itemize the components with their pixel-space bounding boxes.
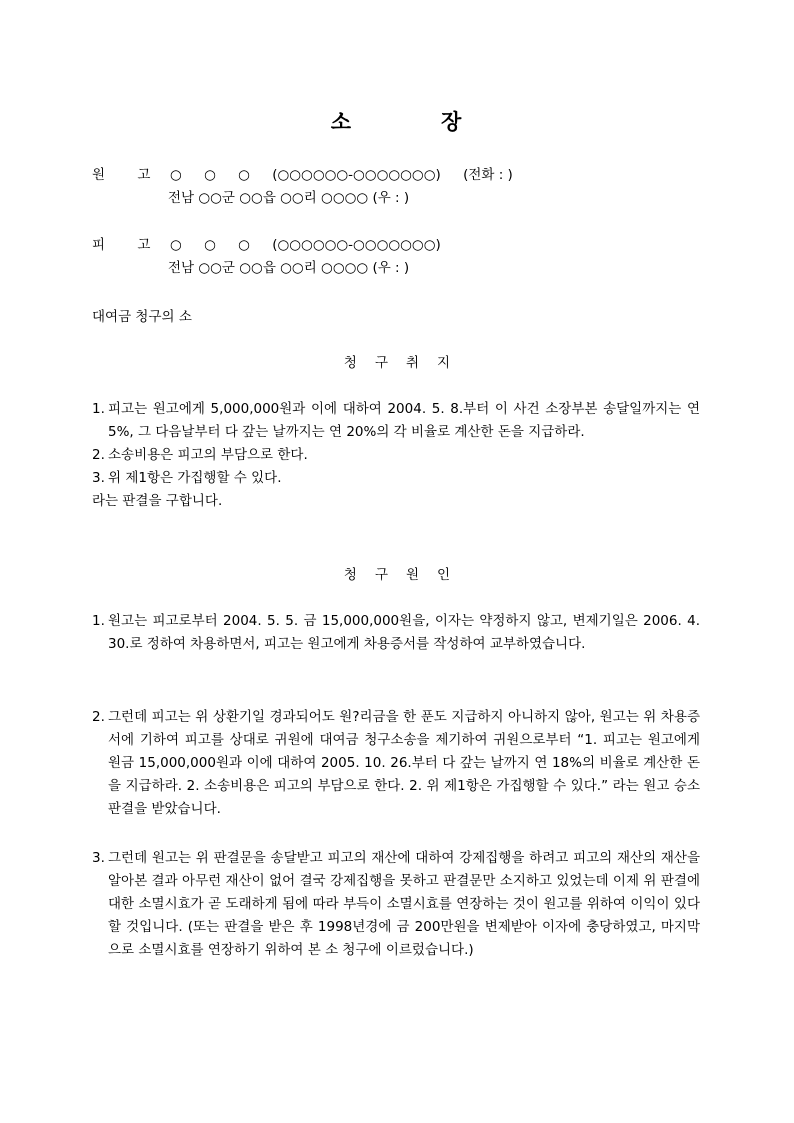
item-number: 2.: [92, 709, 105, 725]
claim-purpose-list: [92, 398, 700, 513]
claim-purpose-item-1: [92, 398, 700, 444]
case-name: 대여금 청구의 소: [92, 309, 192, 325]
item-text: 피고는 원고에게 5,000,000원과 이에 대하여 2004. 5. 8.부터 이 사건 소장부본 송달일까지는 연 5%, 그 다음날부터 다 갚는 날까지는 연 20%의 각 비율로 계산한 돈을 지급하라.: [108, 401, 700, 440]
item-number: 1.: [92, 401, 105, 417]
item-text: 그런데 피고는 위 상환기일 경과되어도 원?리금을 한 푼도 지급하지 아니하지 않아, 원고는 위 차용증서에 기하여 피고를 상대로 귀원에 대여금 청구소송을 제기하여 귀원으로부터 “1. 피고는 원고에게 원금 15,000,000원과 이에 대하여 2005. 10. 26.부터 다 갚는 날까지 연 18%의 비율로 계산한 돈을 지급하라. 2. 소송비용은 피고의 부담으로 한다. 2. 위 제1항은 가집행할 수 있다.” 라는 원고 승소 판결을 받았습니다.: [108, 709, 700, 817]
plaintiff-block: [92, 169, 732, 214]
item-number: 2.: [92, 447, 105, 463]
plaintiff-address: 전남 ○○군 ○○읍 ○○리 ○○○○ (우 : ): [168, 190, 410, 206]
claim-cause-list-2: [92, 706, 700, 821]
claim-cause-item-1: [92, 610, 700, 656]
claim-cause-list-3: [92, 847, 700, 962]
defendant-label: 피 고: [92, 237, 165, 253]
claim-purpose-heading: 청구취지: [343, 355, 469, 371]
claim-purpose-item-3: [92, 467, 700, 490]
document-title: [0, 112, 794, 133]
plaintiff-name-line: [170, 169, 513, 183]
defendant-block: [92, 239, 732, 284]
title-char-1: 소: [330, 110, 353, 134]
defendant-name-line: ○ ○ ○ (○○○○○○-○○○○○○○): [170, 237, 441, 253]
plaintiff-name-id: ○ ○ ○ (○○○○○○-○○○○○○○): [170, 167, 441, 183]
item-number: 1.: [92, 613, 105, 629]
claim-cause-list: [92, 610, 700, 656]
title-char-2: 장: [441, 110, 464, 134]
item-text: 그런데 원고는 위 판결문을 송달받고 피고의 재산에 대하여 강제집행을 하려고 피고의 재산의 재산을 알아본 결과 아무런 재산이 없어 결국 강제집행을 못하고 판결문만 소지하고 있었는데 이제 위 판결에 대한 소멸시효가 곧 도래하게 됨에 따라 부득이 소멸시효를 연장하는 것이 원고를 위하여 이익이 있다 할 것입니다. (또는 판결을 받은 후 1998년경에 금 200만원을 변제받아 이자에 충당하였고, 마지막으로 소멸시효를 연장하기 위하여 본 소 청구에 이르렀습니다.): [108, 850, 700, 958]
claim-cause-heading: 청구원인: [343, 567, 469, 583]
plaintiff-label: 원 고: [92, 167, 165, 183]
item-text: 소송비용은 피고의 부담으로 한다.: [108, 447, 308, 463]
claim-cause-item-2: [92, 706, 700, 821]
item-number: 3.: [92, 850, 105, 866]
defendant-address: 전남 ○○군 ○○읍 ○○리 ○○○○ (우 : ): [168, 260, 410, 276]
plaintiff-phone: (전화 : ): [463, 167, 513, 183]
claim-purpose-item-2: [92, 444, 700, 467]
claim-cause-item-3: [92, 847, 700, 962]
item-text: 위 제1항은 가집행할 수 있다.: [108, 470, 282, 486]
claim-purpose-closing: 라는 판결을 구합니다.: [92, 493, 223, 509]
item-number: 3.: [92, 470, 105, 486]
item-text: 원고는 피고로부터 2004. 5. 5. 금 15,000,000원을, 이자는 약정하지 않고, 변제기일은 2006. 4. 30.로 정하여 차용하면서, 피고는 원고에게 차용증서를 작성하여 교부하였습니다.: [108, 613, 700, 652]
